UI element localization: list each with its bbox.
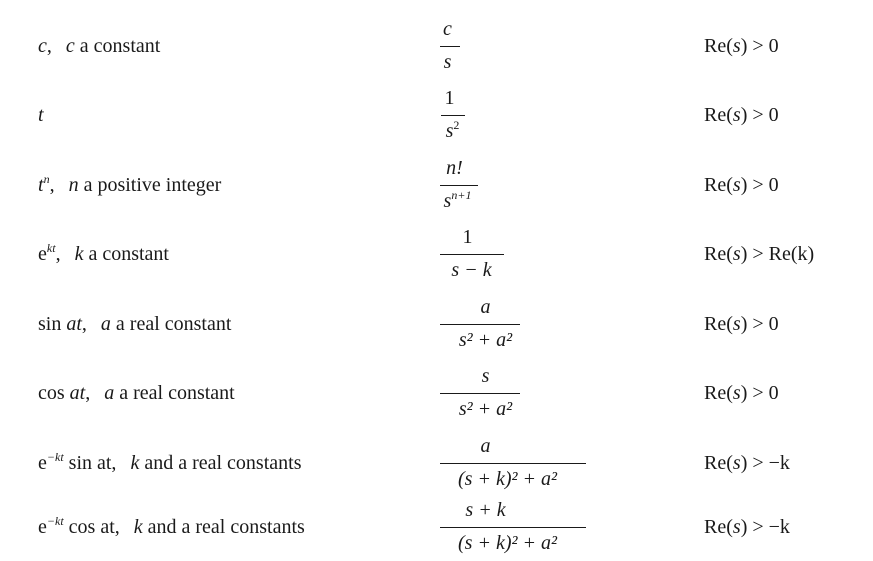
denominator: $s^2$ (445, 118, 460, 142)
desc-text: a constant (74, 35, 161, 57)
roc-cell: Re(s) > −k (704, 452, 790, 474)
table-row (0, 81, 873, 149)
denominator: s² + a² (458, 398, 513, 420)
desc-text: a real constant (114, 382, 235, 404)
desc-text: a constant (83, 243, 169, 265)
transform-cell (410, 493, 605, 561)
fraction (410, 359, 605, 427)
table-row (0, 359, 873, 427)
numerator: a (480, 435, 491, 457)
function-var: t (38, 104, 44, 126)
fraction-bar (441, 115, 465, 116)
desc-text: a real constant (110, 313, 232, 335)
function-cell: $e^{-kt}$ sin at, k and a real constants (38, 450, 302, 474)
function-cell: cos at, a a real constant (38, 382, 235, 404)
function-post: , (46, 35, 52, 57)
desc-var: n (68, 174, 79, 196)
desc-text: a positive integer (78, 174, 222, 196)
fraction (410, 429, 605, 497)
numerator: s (481, 365, 490, 387)
desc-text: and a real constants (142, 516, 305, 538)
table-row (0, 290, 873, 358)
denominator: s (443, 51, 452, 73)
fraction-bar (440, 463, 586, 464)
denominator: $s^{n+1}$ (443, 188, 472, 212)
transform-cell (410, 220, 605, 288)
function-cell (38, 103, 44, 127)
desc-var: c (65, 35, 75, 57)
transform-cell (410, 290, 605, 358)
fraction (410, 12, 605, 80)
fraction (410, 493, 605, 561)
roc-cell: Re(s) > 0 (704, 174, 779, 196)
table-row (0, 429, 873, 497)
desc-var: k (133, 516, 143, 538)
function-cell: $e^{kt}$, k a constant (38, 241, 169, 265)
desc-var: a (104, 382, 115, 404)
transform-cell (410, 429, 605, 497)
roc-cell: Re(s) > Re(k) (704, 243, 815, 265)
transform-cell (410, 151, 605, 219)
roc-cell: Re(s) > −k (704, 516, 790, 538)
numerator: n! (446, 157, 463, 179)
fraction (410, 220, 605, 288)
denominator: s − k (451, 259, 492, 281)
desc-var: k (130, 452, 140, 474)
desc-var: k (74, 243, 84, 265)
desc-var: a (100, 313, 111, 335)
fraction-bar (440, 185, 478, 186)
denominator: s² + a² (458, 329, 513, 351)
transform-cell (410, 12, 605, 80)
table-row (0, 220, 873, 288)
fraction (410, 290, 605, 358)
function-cell: $t^n$, n a positive integer (38, 172, 222, 196)
roc-cell: Re(s) > 0 (704, 104, 779, 126)
function-cell (38, 34, 160, 58)
table-row (0, 12, 873, 80)
roc-cell: Re(s) > 0 (704, 35, 779, 57)
fraction-bar (440, 527, 586, 528)
function-var: t (38, 174, 44, 196)
table-row (0, 151, 873, 219)
denominator: (s + k)² + a² (458, 468, 557, 490)
roc-cell: Re(s) > 0 (704, 313, 779, 335)
numerator: 1 (444, 87, 455, 109)
transform-cell (410, 359, 605, 427)
fraction-bar (440, 393, 520, 394)
fraction-bar (440, 254, 504, 255)
fraction-bar (440, 324, 520, 325)
fraction (410, 151, 605, 219)
function-cell: sin at, a a real constant (38, 313, 232, 335)
function-var: c (38, 35, 47, 57)
table-row (0, 493, 873, 561)
numerator: s + k (465, 499, 506, 521)
roc-cell: Re(s) > 0 (704, 382, 779, 404)
desc-text: and a real constants (139, 452, 302, 474)
numerator: 1 (462, 226, 473, 248)
fraction (410, 81, 605, 149)
function-cell: $e^{-kt}$ cos at, k and a real constants (38, 514, 305, 538)
numerator: c (443, 18, 452, 40)
numerator: a (480, 296, 491, 318)
denominator: (s + k)² + a² (458, 532, 557, 554)
fraction-bar (440, 46, 460, 47)
transform-cell (410, 81, 605, 149)
